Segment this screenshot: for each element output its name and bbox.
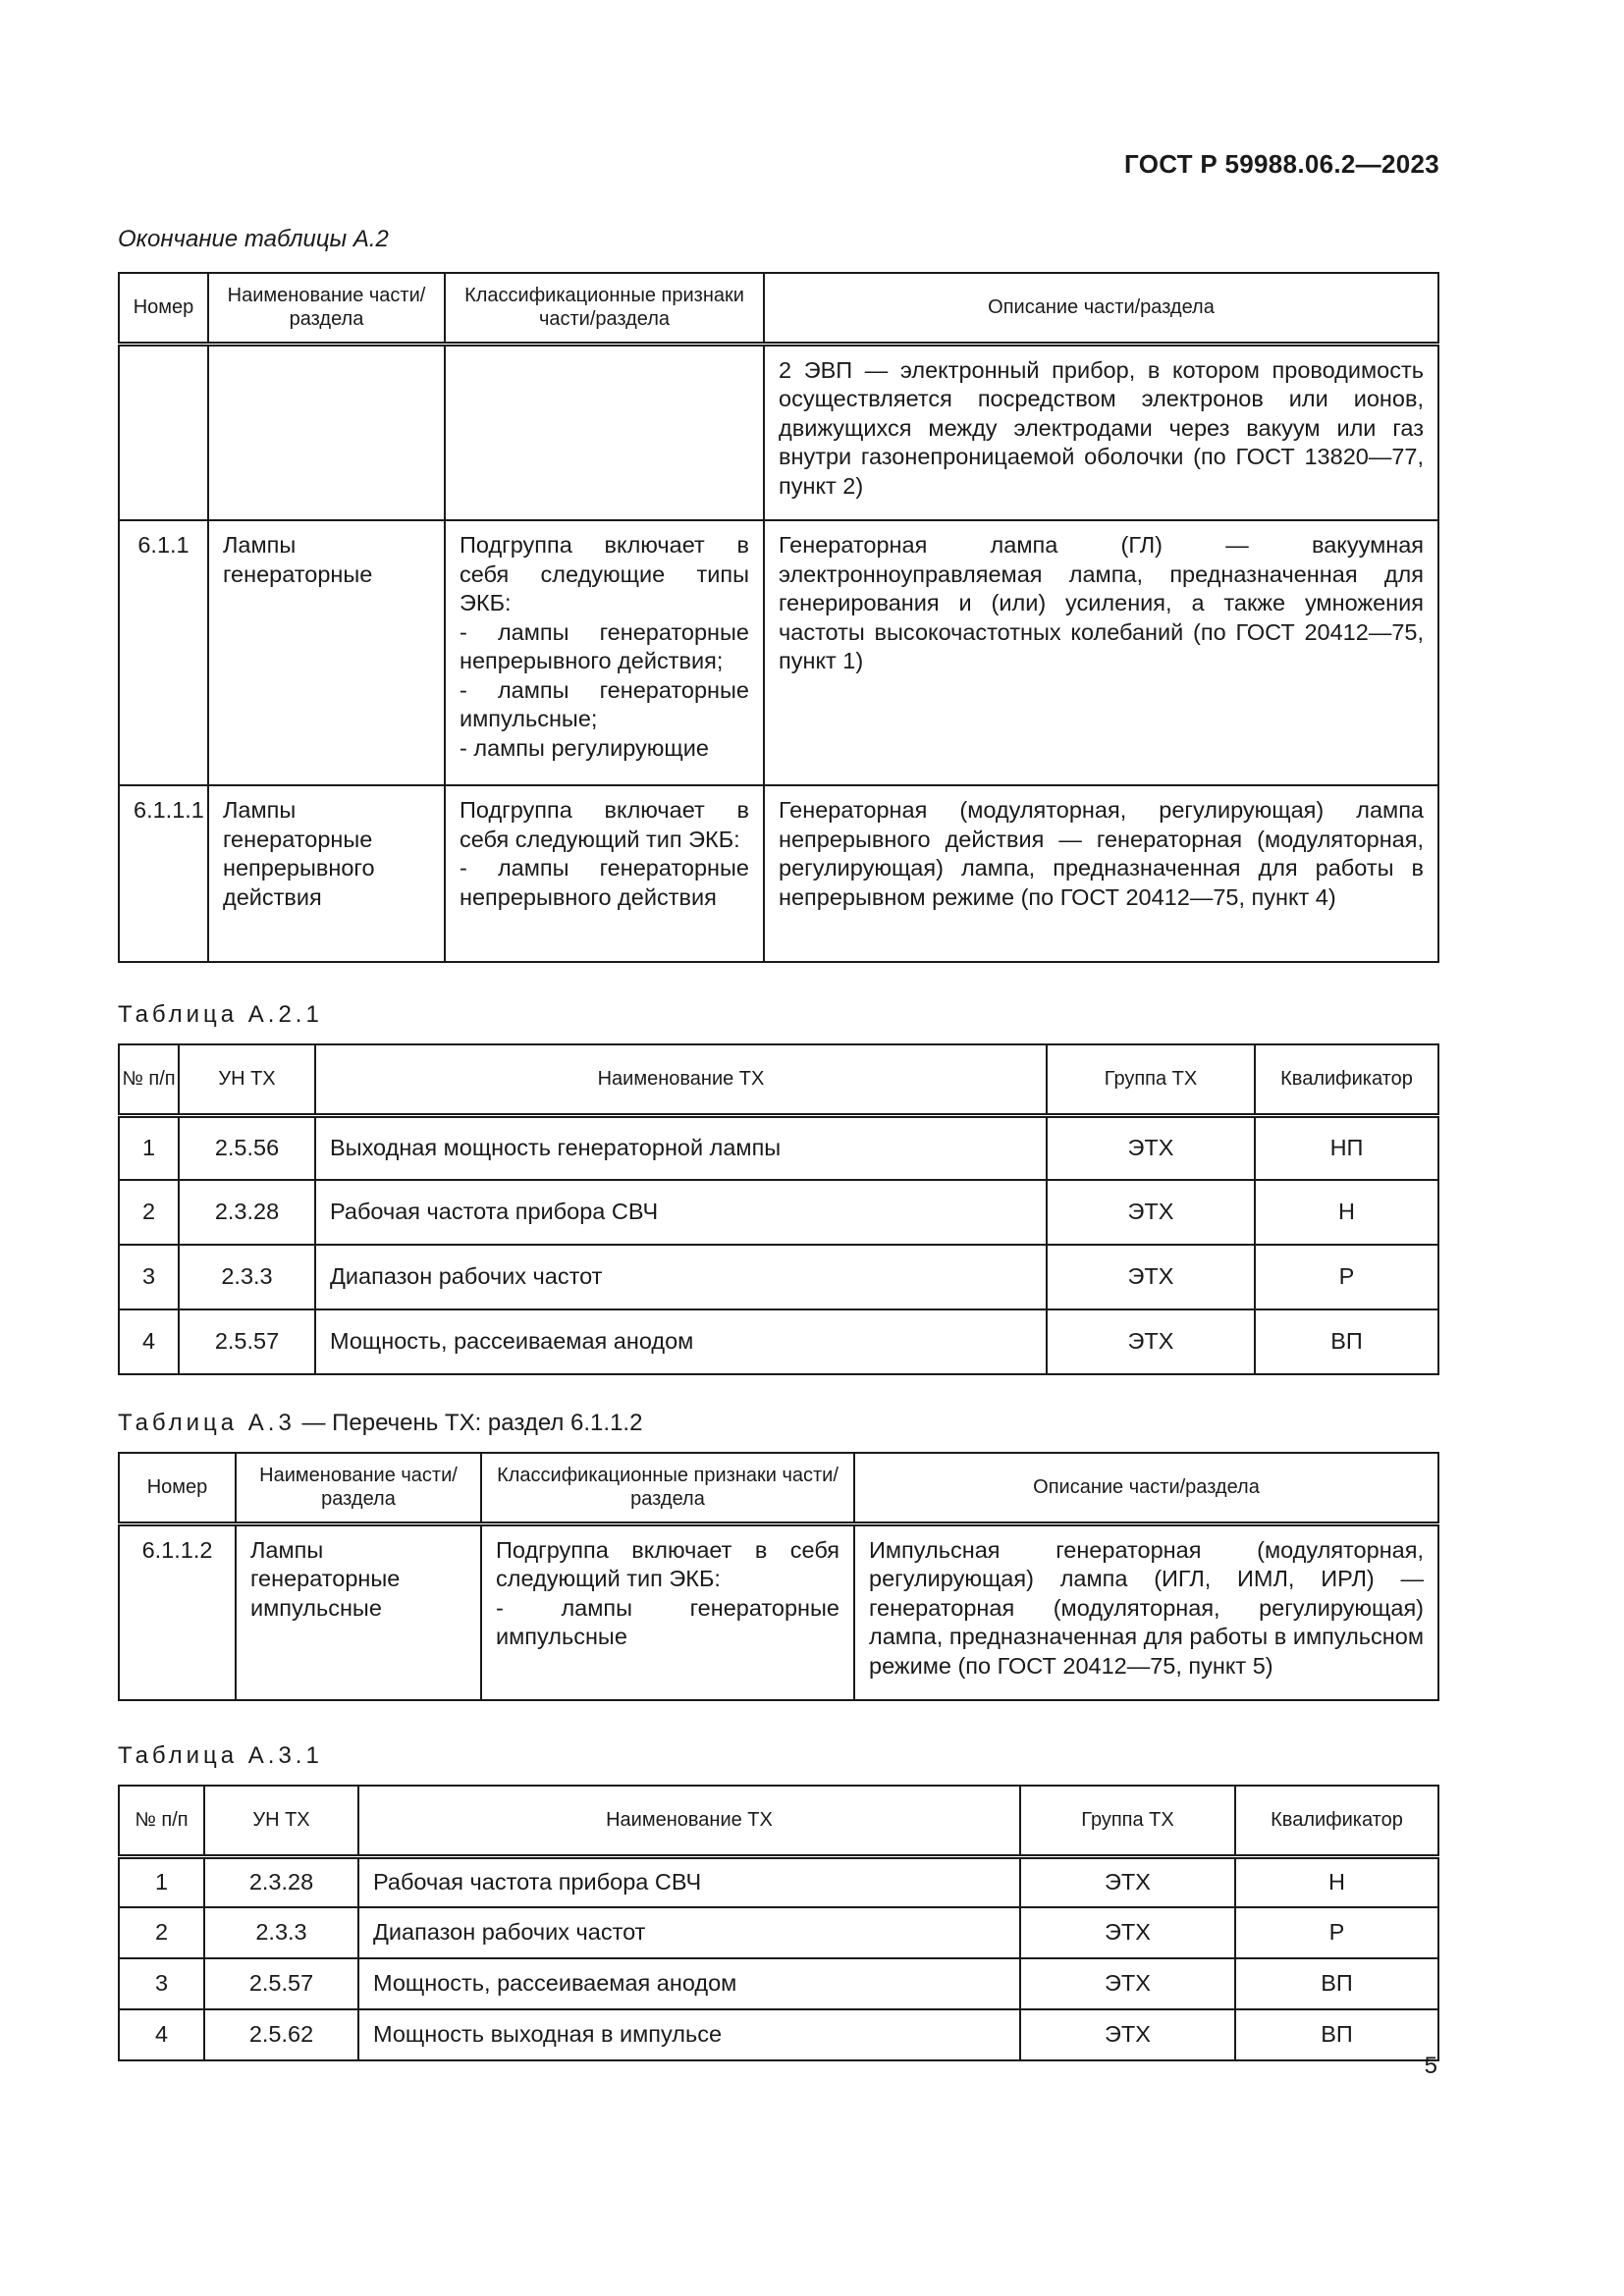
cell-qualifier: Н <box>1255 1180 1438 1245</box>
cell-group: ЭТХ <box>1047 1245 1255 1309</box>
header-description: Описание части/раздела <box>854 1453 1438 1523</box>
cell-qualifier: ВП <box>1235 1958 1438 2009</box>
table-row <box>119 785 1438 962</box>
cell-index: 4 <box>119 2009 204 2060</box>
cell-index: 1 <box>119 1115 179 1180</box>
header-name: Наименование части/раздела <box>236 1453 481 1523</box>
header-qualifier: Квалификатор <box>1235 1786 1438 1856</box>
standard-number: ГОСТ Р 59988.06.2—2023 <box>1124 149 1439 179</box>
cell-index: 2 <box>119 1180 179 1245</box>
cell-description: Генераторная (модуляторная, регулирующая) лампа непрерывного действия — генераторная (модуляторная, регулирующая) лампа, предназначенная для работы в непрерывном режиме (по ГОСТ 20412—75, пункт 4) <box>764 785 1438 962</box>
cell-name: Рабочая частота прибора СВЧ <box>315 1180 1047 1245</box>
cell-name: Выходная мощность генераторной лампы <box>315 1115 1047 1180</box>
cell-number: 6.1.1.1 <box>119 785 208 962</box>
cell-name: Лампы генераторные импульсные <box>236 1523 481 1700</box>
cell-code: 2.3.3 <box>179 1245 315 1309</box>
header-index: № п/п <box>119 1044 179 1115</box>
header-description: Описание части/раздела <box>764 273 1438 344</box>
table-row <box>119 1309 1438 1374</box>
cell-features <box>445 344 764 520</box>
cell-code: 2.5.62 <box>204 2009 358 2060</box>
header-number: Номер <box>119 1453 236 1523</box>
cell-name: Диапазон рабочих частот <box>358 1907 1020 1958</box>
cell-qualifier: Н <box>1235 1856 1438 1907</box>
table-a3-caption <box>118 1410 642 1437</box>
cell-qualifier: ВП <box>1235 2009 1438 2060</box>
cell-code: 2.3.3 <box>204 1907 358 1958</box>
table-a21-caption: Таблица А.2.1 <box>118 1001 323 1028</box>
table-row <box>119 1523 1438 1700</box>
header-name: Наименование части/раздела <box>208 273 445 344</box>
table-a3-caption-label: Таблица А.3 <box>118 1410 296 1436</box>
cell-code: 2.5.56 <box>179 1115 315 1180</box>
cell-index: 1 <box>119 1856 204 1907</box>
table-a21 <box>118 1043 1439 1375</box>
cell-qualifier: ВП <box>1255 1309 1438 1374</box>
cell-index: 3 <box>119 1245 179 1309</box>
cell-group: ЭТХ <box>1047 1115 1255 1180</box>
table-row <box>119 344 1438 520</box>
cell-name: Лампы генераторные непрерывного действия <box>208 785 445 962</box>
cell-index: 3 <box>119 1958 204 2009</box>
cell-group: ЭТХ <box>1047 1180 1255 1245</box>
cell-number: 6.1.1 <box>119 520 208 785</box>
header-code: УН ТХ <box>179 1044 315 1115</box>
cell-group: ЭТХ <box>1020 1856 1235 1907</box>
table-row <box>119 1180 1438 1245</box>
header-qualifier: Квалификатор <box>1255 1044 1438 1115</box>
cell-qualifier: Р <box>1235 1907 1438 1958</box>
cell-group: ЭТХ <box>1047 1309 1255 1374</box>
cell-description: 2 ЭВП — электронный прибор, в котором проводимость осуществляется посредством электронов или ионов, движущихся между электродами через вакуум или газ внутри газонепроницаемой оболочки (по ГОСТ 13820—77, пункт 2) <box>764 344 1438 520</box>
cell-name: Мощность, рассеиваемая анодом <box>358 1958 1020 2009</box>
table-a3 <box>118 1452 1439 1701</box>
cell-code: 2.5.57 <box>204 1958 358 2009</box>
table-row <box>119 2009 1438 2060</box>
cell-number: 6.1.1.2 <box>119 1523 236 1700</box>
cell-name: Лампы генераторные <box>208 520 445 785</box>
cell-code: 2.3.28 <box>204 1856 358 1907</box>
cell-name: Диапазон рабочих частот <box>315 1245 1047 1309</box>
cell-group: ЭТХ <box>1020 2009 1235 2060</box>
cell-index: 2 <box>119 1907 204 1958</box>
header-group: Группа ТХ <box>1047 1044 1255 1115</box>
cell-description: Импульсная генераторная (модуляторная, регулирующая) лампа (ИГЛ, ИМЛ, ИРЛ) — генераторная (модуляторная, регулирующая) лампа, предназначенная для работы в импульсном режиме (по ГОСТ 20412—75, пункт 5) <box>854 1523 1438 1700</box>
cell-features: Подгруппа включает в себя следующие типы ЭКБ: - лампы генераторные непрерывного действия; - лампы генераторные импульсные; - лампы регулирующие <box>445 520 764 785</box>
table-row <box>119 1245 1438 1309</box>
cell-index: 4 <box>119 1309 179 1374</box>
header-features: Классификационные признаки части/раздела <box>481 1453 854 1523</box>
header-number: Номер <box>119 273 208 344</box>
table-a31-caption: Таблица А.3.1 <box>118 1742 323 1769</box>
header-name: Наименование ТХ <box>358 1786 1020 1856</box>
cell-features: Подгруппа включает в себя следующий тип ЭКБ: - лампы генераторные импульсные <box>481 1523 854 1700</box>
table-a2-caption: Окончание таблицы А.2 <box>118 226 389 252</box>
cell-description: Генераторная лампа (ГЛ) — вакуумная электронноуправляемая лампа, предназначенная для генерирования и (или) усиления, а также умножения частоты высокочастотных колебаний (по ГОСТ 20412—75, пункт 1) <box>764 520 1438 785</box>
table-a2-end <box>118 272 1439 963</box>
header-code: УН ТХ <box>204 1786 358 1856</box>
header-features: Классификационные признаки части/раздела <box>445 273 764 344</box>
table-row <box>119 1907 1438 1958</box>
table-row <box>119 520 1438 785</box>
table-row <box>119 1856 1438 1907</box>
cell-group: ЭТХ <box>1020 1958 1235 2009</box>
page-number: 5 <box>1424 2053 1437 2079</box>
table-a3-caption-text: — Перечень ТХ: раздел 6.1.1.2 <box>295 1410 643 1436</box>
table-a31 <box>118 1785 1439 2061</box>
header-name: Наименование ТХ <box>315 1044 1047 1115</box>
cell-name: Мощность, рассеиваемая анодом <box>315 1309 1047 1374</box>
cell-name <box>208 344 445 520</box>
cell-code: 2.5.57 <box>179 1309 315 1374</box>
cell-name: Мощность выходная в импульсе <box>358 2009 1020 2060</box>
cell-qualifier: Р <box>1255 1245 1438 1309</box>
table-row <box>119 1115 1438 1180</box>
header-index: № п/п <box>119 1786 204 1856</box>
cell-name: Рабочая частота прибора СВЧ <box>358 1856 1020 1907</box>
table-row <box>119 1958 1438 2009</box>
cell-group: ЭТХ <box>1020 1907 1235 1958</box>
cell-features: Подгруппа включает в себя следующий тип ЭКБ: - лампы генераторные непрерывного действия <box>445 785 764 962</box>
cell-number <box>119 344 208 520</box>
header-group: Группа ТХ <box>1020 1786 1235 1856</box>
cell-code: 2.3.28 <box>179 1180 315 1245</box>
cell-qualifier: НП <box>1255 1115 1438 1180</box>
